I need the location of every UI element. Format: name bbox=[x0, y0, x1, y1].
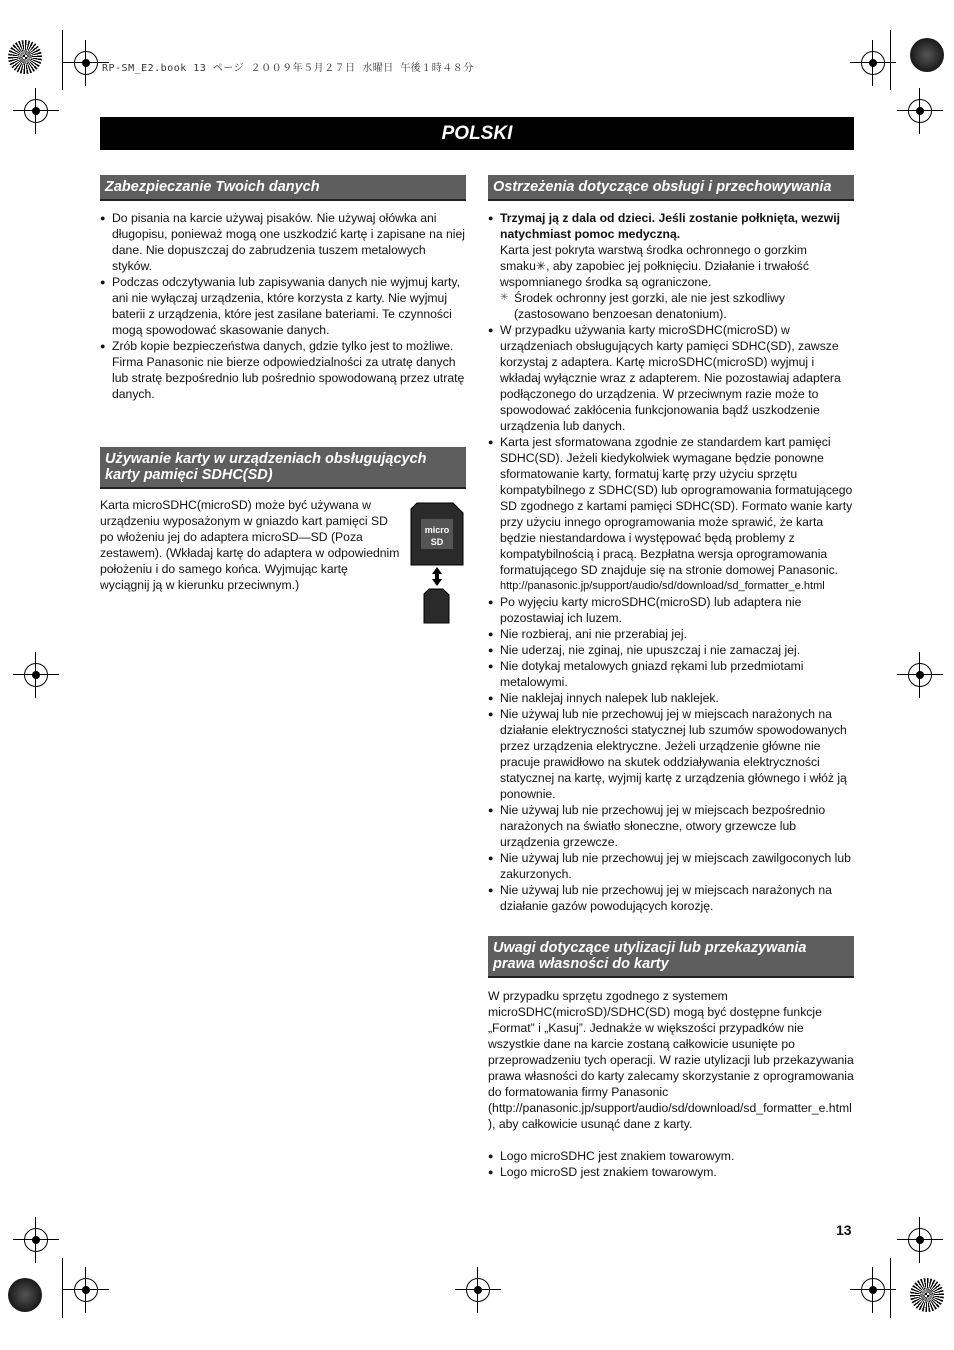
right-column bbox=[488, 175, 854, 1180]
registration-mark bbox=[861, 51, 885, 75]
list-item: ● Logo microSD jest znakiem towarowym. bbox=[488, 1164, 854, 1180]
print-starburst-mark bbox=[910, 1278, 944, 1312]
print-header: RP-SM_E2.book 13 ページ ２００９年５月２７日 水曜日 午後１時４８分 bbox=[102, 63, 474, 74]
list-item: ● Nie rozbieraj, ani nie przerabiaj jej. bbox=[488, 626, 854, 642]
list-item: ● Zrób kopie bezpieczeństwa danych, gdzie tylko jest to możliwe. Firma Panasonic nie bierze odpowiedzialności za utratę danych lub stratę bezpośrednio lub pośrednio spowodowaną przez utratę danych. bbox=[100, 338, 466, 402]
child-warning-text: Karta jest pokryta warstwą środka ochronnego o gorzkim smaku✳, aby zapobiec jej połknięciu. Działanie i trwałość wspomnianego środka są ograniczone. bbox=[500, 243, 809, 289]
list-item: ● Nie dotykaj metalowych gniazd rękami lub przedmiotami metalowymi. bbox=[488, 658, 854, 690]
trademark-list bbox=[488, 1148, 854, 1180]
footnote-text: ✳ Środek ochronny jest gorzki, ale nie jest szkodliwy (zastosowano benzoesan denatonium). bbox=[500, 290, 854, 322]
formatter-url: http://panasonic.jp/support/audio/sd/download/sd_formatter_e.html bbox=[500, 580, 825, 592]
usage-block bbox=[100, 497, 466, 593]
list-item: ● Logo microSDHC jest znakiem towarowym. bbox=[488, 1148, 854, 1164]
print-starburst-mark bbox=[910, 38, 944, 72]
adapter-logo-top: micro bbox=[424, 525, 450, 535]
language-title: POLSKI bbox=[100, 117, 854, 150]
adapter-logo-bottom: SD bbox=[430, 537, 444, 547]
registration-mark bbox=[466, 1278, 490, 1302]
list-item bbox=[488, 434, 854, 594]
list-item: ● Nie naklejaj innych nalepek lub naklejek. bbox=[488, 690, 854, 706]
disposal-text: W przypadku sprzętu zgodnego z systemem microSDHC(microSD)/SDHC(SD) mogą być dostępne funkcje „Format” i „Kasuj”. Jednakże w większości przypadków nie wszystkie dane na karcie zostaną całkowicie usunięte po przeprowadzeniu tych operacji. W razie utylizacji lub przekazywania prawa własności do karty zalecamy skorzystanie z oprogramowania do formatowania firmy Panasonic (http://panasonic.jp/support/audio/sd/download/sd_formatter_e.html), aby całkowicie usunąć dane z karty. bbox=[488, 989, 854, 1131]
warnings-list bbox=[488, 210, 854, 914]
page-number: 13 bbox=[836, 1222, 852, 1238]
usage-text: Karta microSDHC(microSD) może być używana w urządzeniu wyposażonym w gniazdo kart pamięci SD po włożeniu jej do adaptera microSD—SD (Poza zestawem). (Wkładaj kartę do adaptera w odpowiednim położeniu i do samego końca. Wyjmując kartę wyciągnij ją w kierunku przeciwnym.) bbox=[100, 498, 400, 592]
crop-line bbox=[62, 30, 63, 90]
list-item: ● W przypadku używania karty microSDHC(microSD) w urządzeniach obsługujących karty pamięci SDHC(SD), zawsze korzystaj z adaptera. Kartę microSDHC(microSD) wyjmuj i wkładaj wyłącznie wraz z adapterem. Nie pozostawiaj adaptera podłączonego do urządzenia. W przeciwnym razie może to spowodować zakłócenia funkcjonowania bądź uszkodzenie urządzenia lub danych. bbox=[488, 322, 854, 434]
section-heading-usage: Używanie karty w urządzeniach obsługujących karty pamięci SDHC(SD) bbox=[100, 447, 466, 489]
print-starburst-mark bbox=[8, 40, 42, 74]
double-arrow-icon bbox=[432, 567, 442, 586]
microsd-card-icon bbox=[424, 589, 449, 623]
registration-mark bbox=[74, 1278, 98, 1302]
registration-mark bbox=[74, 51, 98, 75]
list-item: ● Nie używaj lub nie przechowuj jej w miejscach zawilgoconych lub zakurzonych. bbox=[488, 850, 854, 882]
registration-mark bbox=[24, 99, 48, 123]
crop-line bbox=[890, 1258, 891, 1318]
registration-mark bbox=[861, 1278, 885, 1302]
crop-line bbox=[890, 30, 891, 90]
section-heading-disposal: Uwagi dotyczące utylizacji lub przekazywania prawa własności do karty bbox=[488, 936, 854, 978]
format-warning-text: ● Karta jest sformatowana zgodnie ze standardem kart pamięci SDHC(SD). Jeżeli kiedykolwiek wymagane będzie ponowne sformatowanie karty, formatuj kartę przy użyciu sprzętu kompatybilnego z SDHC(SD) lub oprogramowania formatującego SD zgodnego z kartami pamięci SDHC(SD). Formato wanie karty przy użyciu innego oprogramowania może sprawić, że karta będzie niestandardowa i występować będą problemy z kompatybilnością i pracą. Bezpłatna wersja oprogramowania formatującego SD znajduje się na stronie domowej Panasonic. bbox=[500, 435, 853, 577]
list-item: ● Po wyjęciu karty microSDHC(microSD) lub adaptera nie pozostawiaj ich luzem. bbox=[488, 594, 854, 626]
section-heading-warnings: Ostrzeżenia dotyczące obsługi i przechowywania bbox=[488, 175, 854, 201]
list-item: ● Nie używaj lub nie przechowuj jej w miejscach narażonych na działanie elektryczności statycznej lub szumów spowodowanych przez urządzenia elektryczne. Jeżeli urządzenie główne nie pracuje prawidłowo na skutek oddziaływania elektryczności statycznej na kartę, wyjmij kartę z urządzenia głównego i włóż ją ponownie. bbox=[488, 706, 854, 802]
list-item: ● Nie uderzaj, nie zginaj, nie upuszczaj i nie zamaczaj jej. bbox=[488, 642, 854, 658]
left-column bbox=[100, 175, 466, 593]
registration-mark bbox=[908, 663, 932, 687]
registration-mark bbox=[908, 99, 932, 123]
list-item: ● Nie używaj lub nie przechowuj jej w miejscach narażonych na działanie gazów powodujących korozję. bbox=[488, 882, 854, 914]
registration-mark bbox=[908, 1228, 932, 1252]
list-item: ● Podczas odczytywania lub zapisywania danych nie wyjmuj karty, ani nie wyłączaj urządzenia, które korzysta z karty. Nie wyjmuj baterii z urządzenia, które jest zasilane bateriami. Te czynności mogą spowodować skasowanie danych. bbox=[100, 274, 466, 338]
crop-line bbox=[62, 1258, 63, 1318]
list-item: ● Do pisania na karcie używaj pisaków. Nie używaj ołówka ani długopisu, ponieważ mogą one uszkodzić kartę i zapisane na niej dane. Nie dopuszczaj do zabrudzenia tuszem metalowych styków. bbox=[100, 210, 466, 274]
section-heading-security: Zabezpieczanie Twoich danych bbox=[100, 175, 466, 201]
print-starburst-mark bbox=[8, 1278, 42, 1312]
microsd-adapter-illustration bbox=[407, 499, 467, 629]
list-item: ● Nie używaj lub nie przechowuj jej w miejscach bezpośrednio narażonych na światło słoneczne, otwory grzewcze lub urządzenia grzewcze. bbox=[488, 802, 854, 850]
security-list bbox=[100, 210, 466, 402]
registration-mark bbox=[24, 663, 48, 687]
child-warning-bold: ● Trzymaj ją z dala od dzieci. Jeśli zostanie połknięta, wezwij natychmiast pomoc medyczną. bbox=[500, 211, 841, 241]
list-item bbox=[488, 210, 854, 322]
registration-mark bbox=[24, 1228, 48, 1252]
